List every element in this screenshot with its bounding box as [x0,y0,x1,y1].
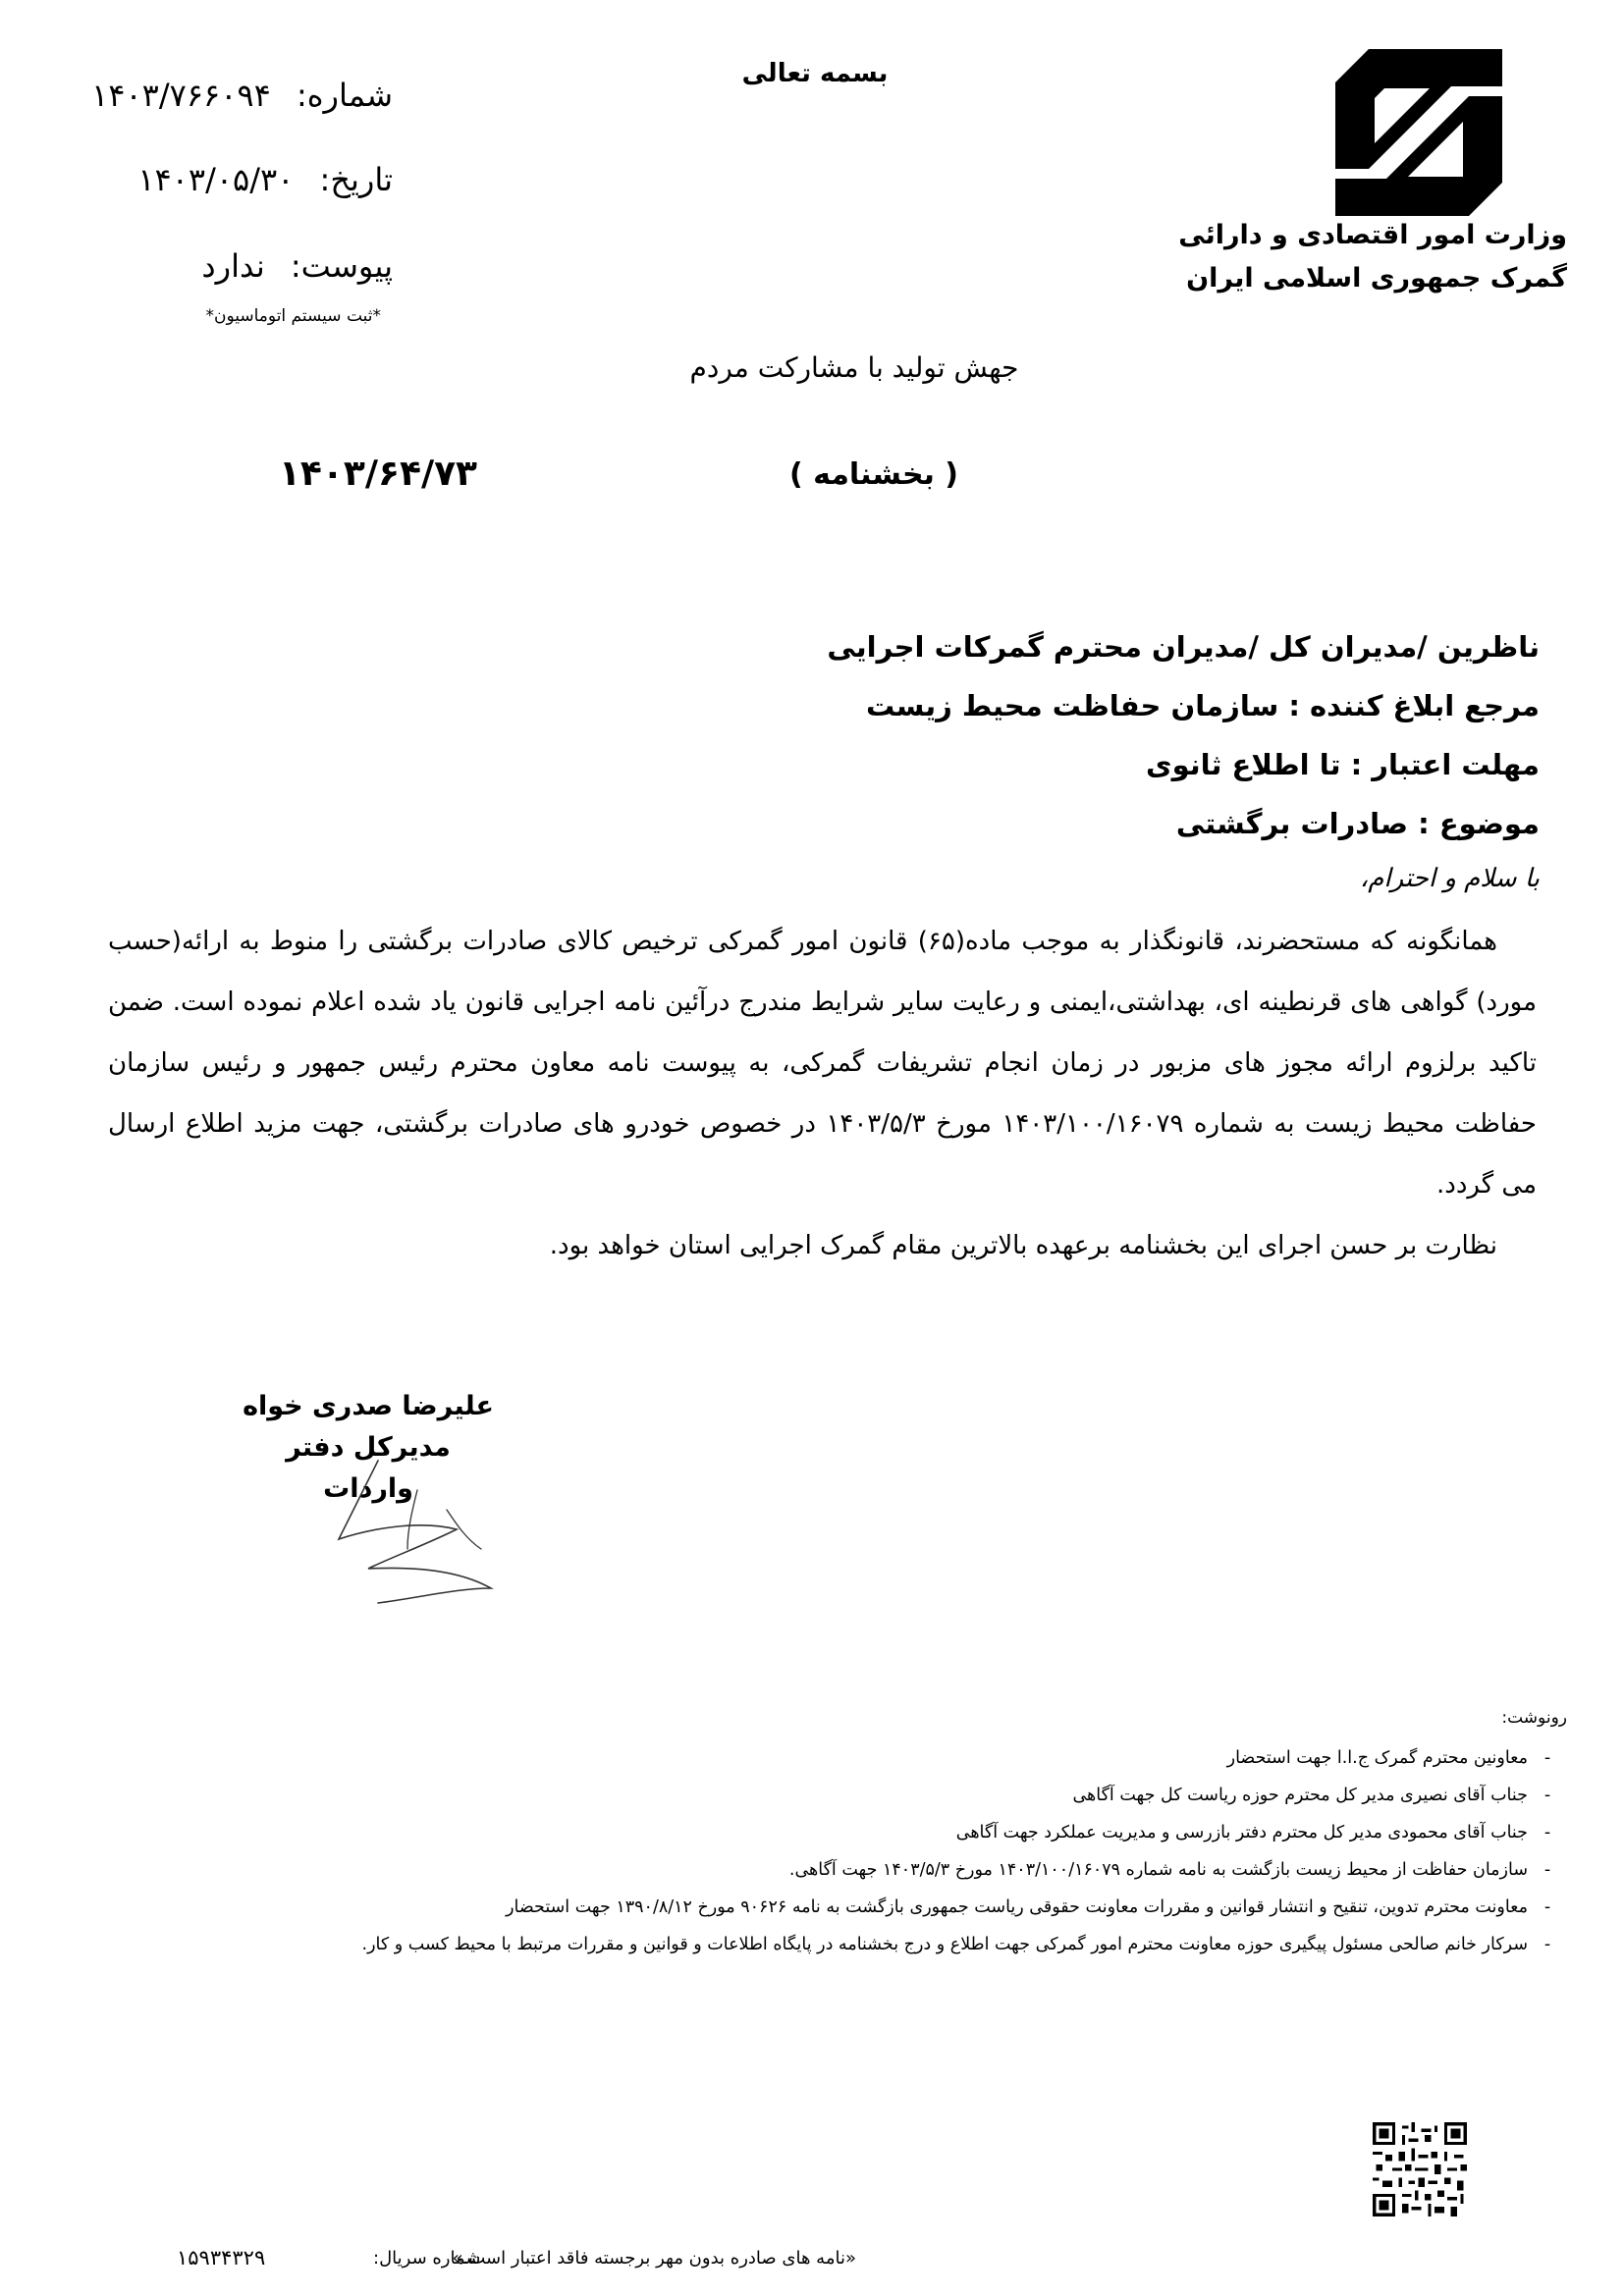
body-paragraph: همانگونه که مستحضرند، قانونگذار به موجب ماده(۶۵) قانون امور گمرکی ترخیص کالای صادرات برگشتی را منوط به ارائه(حسب مورد) گواهی های قرنطینه ای، بهداشتی،ایمنی و رعایت سایر شرایط مندرج درآئین نامه اجرایی قانون یاد شده اعلام نموده است. ضمن تاکید برلزوم ارائه مجوز های مزبور در زمان انجام تشریفات گمرکی، به پیوست نامه معاون محترم رئیس جمهور و رئیس سازمان حفاظت محیط زیست به شماره ۱۴۰۳/۱۰۰/۱۶۰۷۹ مورخ ۱۴۰۳/۵/۳ در خصوص خودرو های صادرات برگشتی، جهت مزید اطلاع ارسال می گردد. [108,927,1538,1200]
letter-date-row [137,161,393,198]
letter-attachment-value: ندارد [201,247,265,285]
subject-line: موضوع : صادرات برگشتی [1175,807,1540,840]
ministry-block [1178,214,1567,300]
cc-item: -سرکار خانم صالحی مسئول پیگیری حوزه معاونت محترم امور گمرکی جهت اطلاع و درج بخشنامه در پایگاه اطلاعات و قوانین و مقررات مرتبط با محیط کسب و کار. [361,1935,1551,1954]
validity-line: مهلت اعتبار : تا اطلاع ثانوی [1145,748,1540,781]
customs-logo-icon [1335,49,1502,216]
recipients-line: ناظرین /مدیران کل /مدیران محترم گمرکات اجرایی [827,630,1540,664]
letter-number-value: ۱۴۰۳/۷۶۶۰۹۴ [91,77,271,114]
slogan: جهش تولید با مشارکت مردم [689,351,1019,384]
qr-code-icon [1373,2122,1467,2216]
circular-number: ۱۴۰۳/۶۴/۷۳ [278,454,478,494]
cc-item: -سازمان حفاظت از محیط زیست بازگشت به نامه شماره ۱۴۰۳/۱۰۰/۱۶۰۷۹ مورخ ۱۴۰۳/۵/۳ جهت آگاهی. [788,1860,1551,1880]
handwritten-signature-icon [309,1451,515,1608]
cc-item: -معاونین محترم گمرک ج.ا.ا جهت استحضار [1226,1748,1551,1768]
letter-attachment-label: پیوست: [290,247,393,285]
basmala-heading: بسمه تعالی [741,59,889,88]
ministry-name: وزارت امور اقتصادی و دارائی [1178,220,1567,250]
customs-name: گمرک جمهوری اسلامی ایران [1186,263,1567,294]
auto-registration-note: *ثبت سیستم اتوماسیون* [205,306,381,326]
letter-attachment-row [201,247,393,285]
cc-item: -جناب آقای نصیری مدیر کل محترم حوزه ریاست کل جهت آگاهی [1072,1786,1551,1805]
letter-date-value: ۱۴۰۳/۰۵/۳۰ [137,161,295,198]
cc-list [192,1739,1567,1963]
letter-number-label: شماره: [296,77,393,114]
cc-item: -معاونت محترم تدوین، تنقیح و انتشار قوانین و مقررات معاونت حقوقی ریاست جمهوری بازگشت به نامه ۹۰۶۲۶ مورخ ۱۳۹۰/۸/۱۲ جهت استحضار [506,1897,1551,1917]
signatory-name: علیرضا صدری خواه [243,1391,494,1421]
signatory-title: مدیرکل دفتر واردات [286,1432,451,1504]
body-paragraph: نظارت بر حسن اجرای این بخشنامه برعهده بالاترین مقام گمرک اجرایی استان خواهد بود. [549,1231,1497,1260]
cc-item: -جناب آقای محمودی مدیر کل محترم دفتر بازرسی و مدیریت عملکرد جهت آگاهی [955,1823,1551,1842]
letter-date-label: تاریخ: [319,161,393,198]
serial-number-value: ۱۵۹۳۴۳۲۹ [177,2246,266,2269]
reference-line: مرجع ابلاغ کننده : سازمان حفاظت محیط زیست [866,689,1540,722]
letter-body [108,911,1537,1276]
validity-footer-note: «نامه های صادره بدون مهر برجسته فاقد اعتبار است.» [452,2248,856,2269]
salutation: با سلام و احترام، [1359,864,1540,893]
letter-number-row [91,77,393,114]
circular-title: ( بخشنامه ) [788,457,958,492]
cc-heading: رونوشت: [1501,1708,1567,1728]
serial-number-label: شماره سریال: [373,2248,481,2269]
